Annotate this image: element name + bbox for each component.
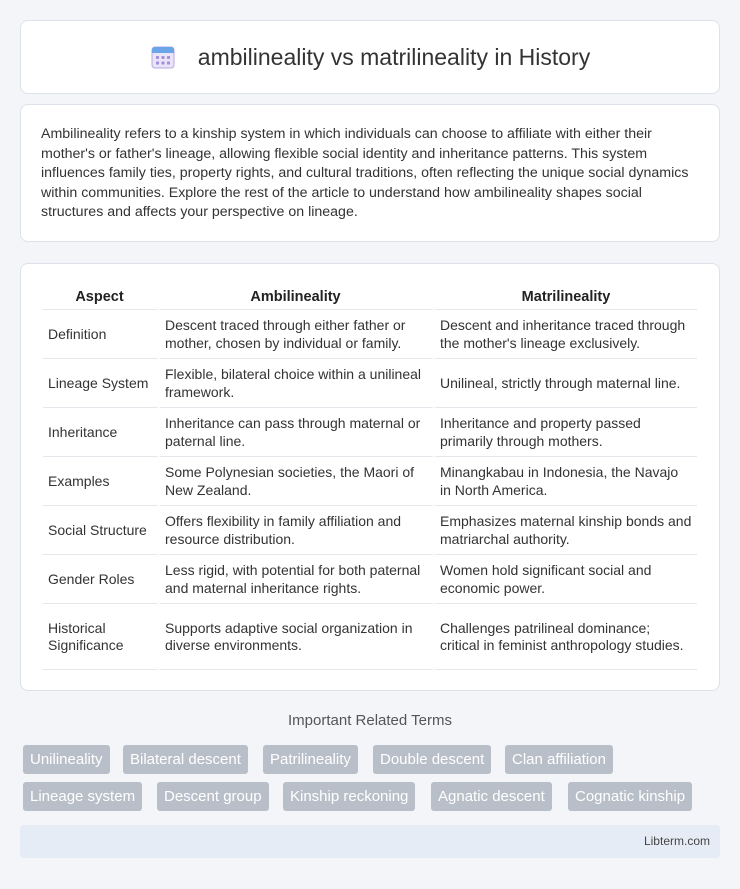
ambilineality-cell: Offers flexibility in family affiliation and resource distribution. [160,506,435,555]
related-terms-title: Important Related Terms [288,712,452,729]
matrilineality-cell: Challenges patrilineal dominance; critical in feminist anthropology studies. [435,604,697,670]
ambilineality-cell: Less rigid, with potential for both paternal and maternal inheritance rights. [160,555,435,604]
matrilineality-cell: Emphasizes maternal kinship bonds and matriarchal authority. [435,506,697,555]
ambilineality-cell: Descent traced through either father or mother, chosen by individual or family. [160,310,435,359]
aspect-cell: Inheritance [43,408,160,457]
aspect-cell: Historical Significance [43,604,160,670]
matrilineality-cell: Inheritance and property passed primarily through mothers. [435,408,697,457]
matrilineality-cell: Descent and inheritance traced through the mother's lineage exclusively. [435,310,697,359]
table-row [43,310,697,359]
table-header-row [43,284,697,310]
comparison-table [43,284,697,670]
aspect-cell: Lineage System [43,359,160,408]
page-title: ambilineality vs matrilineality in History [197,43,591,70]
ambilineality-cell: Some Polynesian societies, the Maori of New Zealand. [160,457,435,506]
header-aspect: Aspect [43,284,160,310]
tag-bilateral-descent[interactable]: Bilateral descent [123,745,248,774]
tag-cognatic-kinship[interactable]: Cognatic kinship [568,782,692,811]
matrilineality-cell: Unilineal, strictly through maternal line. [435,359,697,408]
intro-text: Ambilineality refers to a kinship system in which individuals can choose to affiliate with either their mother's or father's lineage, allowing flexible social identity and inheritance patterns. This system influences family ties, property rights, and cultural traditions, often reflecting the unique social dynamics within communities. Explore the rest of the article to understand how ambilineality shapes social structures and affects your perspective on lineage. [41,126,689,221]
tag-lineage-system[interactable]: Lineage system [23,782,142,811]
table-row [43,408,697,457]
ambilineality-cell: Supports adaptive social organization in diverse environments. [160,604,435,670]
header-ambilineality: Ambilineality [160,284,435,310]
calendar-icon [150,44,176,70]
matrilineality-cell: Minangkabau in Indonesia, the Navajo in North America. [435,457,697,506]
table-row [43,457,697,506]
tag-patrilineality[interactable]: Patrilineality [263,745,358,774]
footer [20,825,720,858]
tag-double-descent[interactable]: Double descent [373,745,491,774]
aspect-cell: Definition [43,310,160,359]
tag-kinship-reckoning[interactable]: Kinship reckoning [283,782,415,811]
table-row [43,555,697,604]
tag-descent-group[interactable]: Descent group [157,782,269,811]
tag-unilineality[interactable]: Unilineality [23,745,110,774]
aspect-cell: Social Structure [43,506,160,555]
aspect-cell: Gender Roles [43,555,160,604]
header-card [20,20,720,94]
table-row [43,506,697,555]
tag-clan-affiliation[interactable]: Clan affiliation [505,745,613,774]
header-matrilineality: Matrilineality [435,284,697,310]
ambilineality-cell: Flexible, bilateral choice within a unilineal framework. [160,359,435,408]
comparison-table-card [20,263,720,691]
tag-agnatic-descent[interactable]: Agnatic descent [431,782,552,811]
intro-card [20,104,720,242]
aspect-cell: Examples [43,457,160,506]
ambilineality-cell: Inheritance can pass through maternal or paternal line. [160,408,435,457]
table-row [43,359,697,408]
footer-site-link[interactable]: Libterm.com [643,834,710,848]
table-row [43,604,697,670]
matrilineality-cell: Women hold significant social and economic power. [435,555,697,604]
